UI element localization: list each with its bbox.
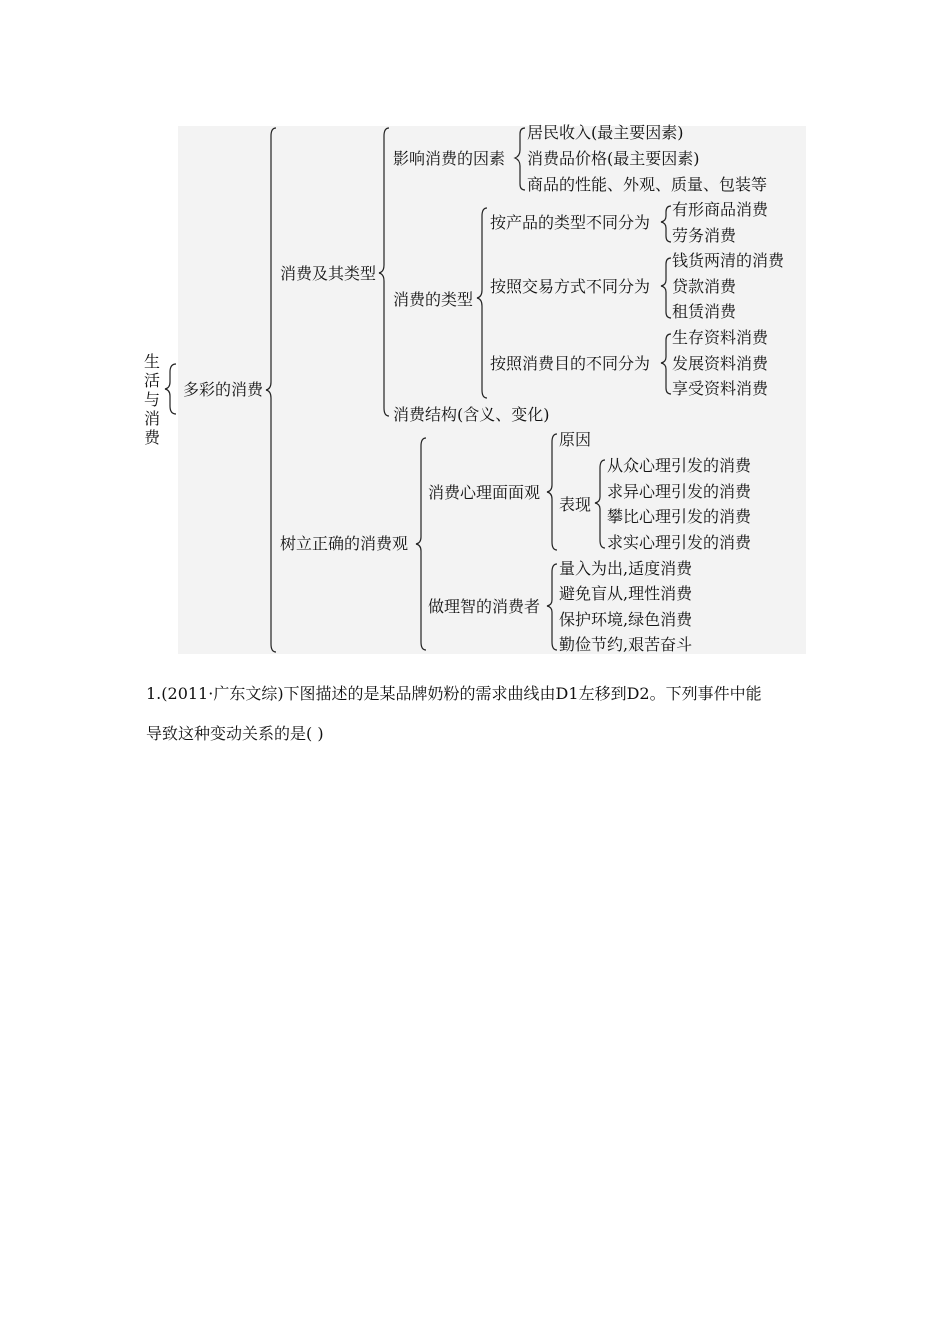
correct-view-label: 树立正确的消费观 bbox=[280, 534, 409, 553]
smart-item: 量入为出,适度消费 bbox=[559, 559, 693, 578]
manifest-item: 求异心理引发的消费 bbox=[607, 482, 752, 501]
by-purpose-label: 按照消费目的不同分为 bbox=[490, 354, 651, 373]
psychology-label: 消费心理面面观 bbox=[428, 483, 541, 502]
by-product-item: 有形商品消费 bbox=[672, 200, 769, 219]
by-transaction-label: 按照交易方式不同分为 bbox=[490, 277, 651, 296]
structure-label: 消费结构(含义、变化) bbox=[393, 405, 550, 424]
l1-label: 多彩的消费 bbox=[183, 380, 264, 399]
brace-types bbox=[477, 208, 487, 398]
factors-label: 影响消费的因素 bbox=[393, 149, 506, 168]
smart-item: 勤俭节约,艰苦奋斗 bbox=[559, 635, 693, 654]
manifest-item: 攀比心理引发的消费 bbox=[607, 507, 752, 526]
brace-root bbox=[165, 364, 176, 414]
brace-manifest bbox=[595, 460, 605, 548]
brace-correct-view bbox=[416, 438, 426, 650]
by-transaction-item: 贷款消费 bbox=[672, 277, 737, 296]
manifest-label: 表现 bbox=[559, 495, 592, 514]
types-label: 消费的类型 bbox=[393, 290, 474, 309]
root-label: 生活与消费 bbox=[143, 352, 160, 447]
brace-smart bbox=[547, 564, 557, 650]
by-transaction-item: 钱货两清的消费 bbox=[672, 251, 785, 270]
factor-item: 居民收入(最主要因素) bbox=[527, 123, 684, 142]
brace-psychology bbox=[547, 434, 557, 550]
brace-by-product bbox=[661, 206, 671, 242]
by-product-item: 劳务消费 bbox=[672, 226, 737, 245]
brace-by-transaction bbox=[661, 258, 671, 318]
smart-label: 做理智的消费者 bbox=[428, 597, 541, 616]
reason-label: 原因 bbox=[559, 430, 592, 449]
factor-item: 消费品价格(最主要因素) bbox=[527, 149, 700, 168]
manifest-item: 求实心理引发的消费 bbox=[607, 533, 752, 552]
question-line-2: 导致这种变动关系的是( ) bbox=[146, 724, 324, 743]
manifest-item: 从众心理引发的消费 bbox=[607, 456, 752, 475]
by-product-label: 按产品的类型不同分为 bbox=[490, 213, 651, 232]
brace-factors bbox=[515, 128, 525, 190]
by-purpose-item: 发展资料消费 bbox=[672, 354, 769, 373]
brace-by-purpose bbox=[661, 334, 671, 394]
by-purpose-item: 享受资料消费 bbox=[672, 379, 769, 398]
brace-consumption-types bbox=[379, 128, 389, 416]
consumption-types-label: 消费及其类型 bbox=[280, 264, 377, 283]
by-purpose-item: 生存资料消费 bbox=[672, 328, 769, 347]
question-line-1: 1.(2011·广东文综)下图描述的是某品牌奶粉的需求曲线由D1左移到D2。下列事件中能 bbox=[146, 684, 762, 703]
factor-item: 商品的性能、外观、质量、包装等 bbox=[527, 175, 768, 194]
by-transaction-item: 租赁消费 bbox=[672, 302, 737, 321]
brace-l1 bbox=[266, 128, 276, 652]
smart-item: 避免盲从,理性消费 bbox=[559, 584, 693, 603]
smart-item: 保护环境,绿色消费 bbox=[559, 610, 693, 629]
